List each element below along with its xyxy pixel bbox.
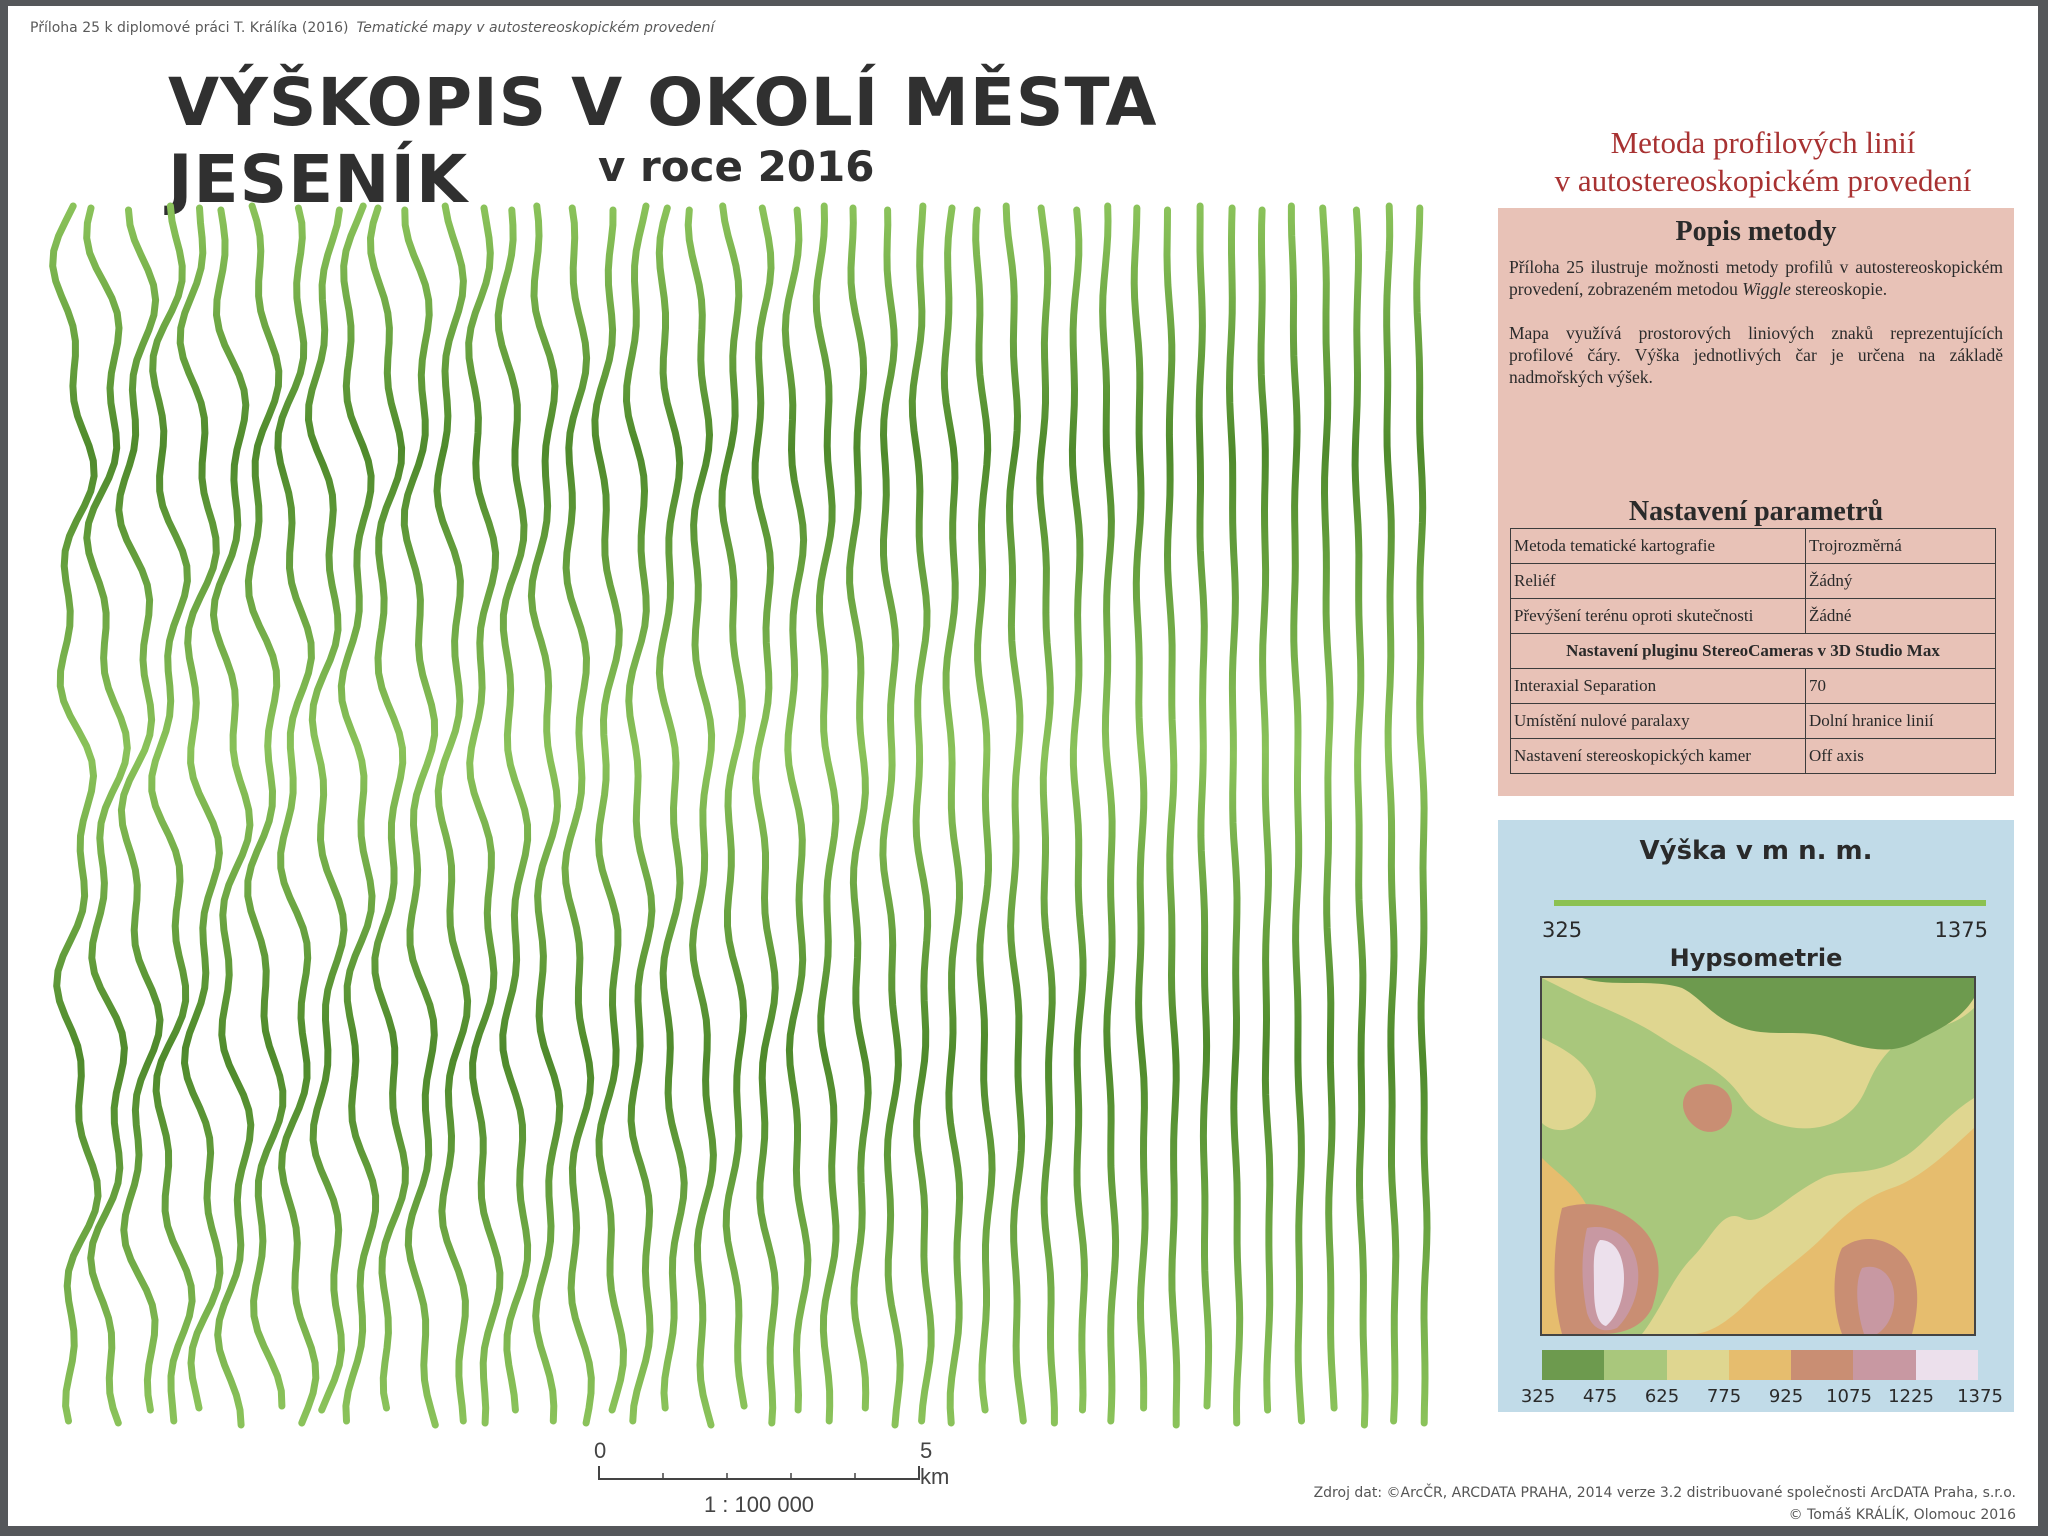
legend-class-label: 325: [1520, 1386, 1556, 1407]
description-p1-end: stereoskopie.: [1790, 279, 1888, 299]
profile-line: [437, 206, 468, 1421]
legend-color-swatch: [1667, 1350, 1729, 1380]
profile-line: [1323, 208, 1334, 1408]
profile-line: [180, 208, 220, 1408]
profile-line: [309, 210, 345, 1410]
profile-line: [755, 208, 775, 1423]
profile-line: [498, 210, 527, 1410]
parameter-value: Trojrozměrná: [1806, 529, 1996, 564]
parameter-value: Žádné: [1806, 599, 1996, 634]
height-line-symbol: [1554, 900, 1986, 906]
profile-line: [595, 210, 624, 1410]
thesis-note: Příloha 25 k diplomové práci T. Králíka (2016): [30, 20, 349, 36]
data-source: [1314, 1482, 2016, 1526]
profile-line: [1417, 208, 1427, 1423]
scale-label-start: 0: [594, 1438, 607, 1463]
profile-line: [659, 208, 684, 1408]
parameter-value: Off axis: [1806, 739, 1996, 774]
profile-line: [1134, 208, 1145, 1408]
profile-line: [883, 210, 900, 1425]
description-p1-start: Příloha 25 ilustruje možnosti metody profilů v autostereoskopickém provedení, zobrazeném metodou: [1509, 257, 2003, 299]
legend-color-swatch: [1916, 1350, 1978, 1380]
parameters-heading: Nastavení parametrů: [1628, 496, 1884, 527]
scale-bar: [594, 1438, 954, 1518]
legend-color-swatch: [1729, 1350, 1791, 1380]
profile-line: [1387, 206, 1396, 1421]
profile-line: [976, 210, 992, 1410]
parameter-value: Žádný: [1806, 564, 1996, 599]
hypsometry-legend: [1542, 1350, 1978, 1380]
profile-line: [1355, 210, 1365, 1425]
profile-line: [531, 206, 559, 1421]
profile-line: [1040, 208, 1055, 1423]
legend-color-swatch: [1853, 1350, 1915, 1380]
source-line-2: © Tomáš KRÁLÍK, Olomouc 2016: [1788, 1507, 2016, 1523]
method-title-line-1: Metoda profilových linií: [1610, 125, 1916, 160]
plugin-heading: Nastavení pluginu StereoCameras v 3D Studio Max: [1511, 634, 1996, 669]
profile-line: [404, 210, 435, 1425]
legend-color-swatch: [1791, 1350, 1853, 1380]
profile-line: [341, 206, 375, 1421]
description-paragraph-1: [1509, 256, 2003, 300]
table-row: [1511, 704, 1996, 739]
table-row: [1511, 634, 1996, 669]
description-p1-italic: Wiggle: [1742, 279, 1791, 299]
method-title: [1488, 124, 2038, 200]
method-title-line-2: v autostereoskopickém provedení: [1554, 163, 1972, 198]
legend-panel: [1498, 820, 2014, 1412]
table-row: [1511, 739, 1996, 774]
profile-line: [565, 208, 591, 1423]
table-row: [1511, 599, 1996, 634]
scale-bar-graphic: [598, 1466, 920, 1480]
parameter-value: 70: [1806, 669, 1996, 704]
hypsometry-inset-map: [1540, 976, 1976, 1336]
description-paragraph-2: Mapa využívá prostorových liniových znaků reprezentujících profilové čáry. Výška jednotlivých čar je určena na základě nadmořských výšek.: [1509, 323, 2003, 387]
map-subtitle: v roce 2016: [598, 142, 875, 191]
thesis-title-note: Tematické mapy v autostereoskopickém provedení: [356, 20, 715, 36]
profile-line: [722, 206, 744, 1406]
profile-line: [1230, 208, 1240, 1423]
hypsometry-legend-labels: [1508, 1386, 2014, 1408]
parameter-name: Převýšení terénu oproti skutečnosti: [1511, 599, 1806, 634]
legend-color-swatch: [1542, 1350, 1604, 1380]
parameter-name: Reliéf: [1511, 564, 1806, 599]
profile-line: [1291, 206, 1301, 1421]
table-row: [1511, 669, 1996, 704]
profile-line: [1072, 210, 1084, 1410]
parameter-name: Umístění nulové paralaxy: [1511, 704, 1806, 739]
map-title: VÝŠKOPIS V OKOLÍ MĚSTA JESENÍK: [168, 64, 1158, 218]
parameters-table: [1510, 528, 1996, 774]
profile-line: [944, 208, 959, 1423]
hypsometry-heading: Hypsometrie: [1669, 944, 1843, 972]
parameter-value: Dolní hranice linií: [1806, 704, 1996, 739]
profile-line: [1261, 210, 1270, 1410]
table-row: [1511, 529, 1996, 564]
parameter-name: Nastavení stereoskopických kamer: [1511, 739, 1806, 774]
profile-line: [1167, 210, 1177, 1425]
legend-class-label: 925: [1768, 1386, 1804, 1407]
description-heading: Popis metody: [1675, 216, 1837, 247]
profile-line: [688, 210, 713, 1425]
height-max-label: 1375: [1934, 918, 1988, 942]
parameter-name: Metoda tematické kartografie: [1511, 529, 1806, 564]
legend-class-label: 1375: [1957, 1386, 2003, 1407]
profile-lines-map: [8, 6, 1468, 1446]
map-sheet: [8, 6, 2038, 1526]
legend-color-swatch: [1604, 1350, 1666, 1380]
legend-class-label: 475: [1582, 1386, 1618, 1407]
profile-line: [1006, 206, 1023, 1421]
table-row: [1511, 564, 1996, 599]
source-line-1: Zdroj dat: ©ArcČR, ARCDATA PRAHA, 2014 verze 3.2 distribuované společnosti ArcDATA Praha, s.r.o.: [1313, 1485, 2016, 1501]
profile-line: [627, 206, 652, 1421]
profile-line: [371, 208, 406, 1408]
profile-line: [1199, 206, 1208, 1406]
description-text: [1509, 256, 2003, 410]
legend-class-label: 1075: [1826, 1386, 1872, 1407]
profile-line: [912, 206, 931, 1421]
legend-class-label: 1225: [1888, 1386, 1934, 1407]
legend-class-label: 625: [1644, 1386, 1680, 1407]
scale-label-end: 5 km: [920, 1438, 950, 1489]
profile-line: [850, 208, 869, 1408]
scale-ratio: 1 : 100 000: [703, 1492, 815, 1517]
profile-line: [1103, 206, 1116, 1421]
parameter-name: Interaxial Separation: [1511, 669, 1806, 704]
profile-line: [785, 210, 808, 1410]
profile-line: [816, 206, 836, 1421]
legend-class-label: 775: [1706, 1386, 1742, 1407]
height-legend-heading: Výška v m n. m.: [1639, 836, 1873, 866]
profile-line: [469, 208, 500, 1423]
method-description-panel: [1498, 208, 2014, 796]
height-min-label: 325: [1542, 918, 1583, 942]
profile-line: [152, 206, 192, 1421]
profile-line: [248, 206, 283, 1406]
